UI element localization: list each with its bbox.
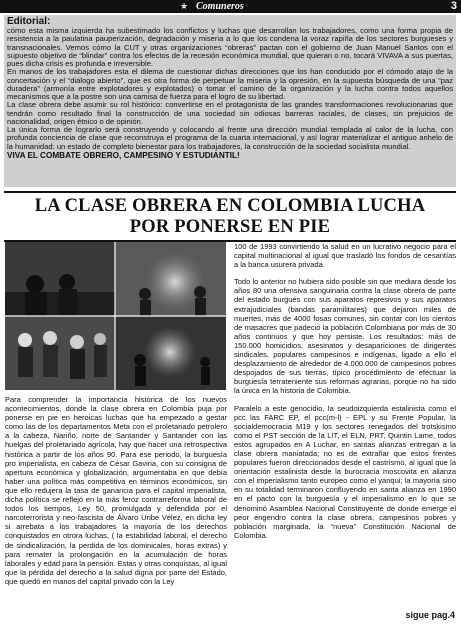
headline-line-1: LA CLASE OBRERA EN COLOMBIA LUCHA (34, 196, 426, 216)
star-icon: ★ (180, 1, 189, 11)
editorial-paragraph: cómo esta misma izquierda ha subestimado los conflictos y luchas que desarrollan los trabajadores, como una forma propia de resistencia a la paulatina pauperización, degradación y miseria a lo que los condena la voraz rapiña de los sectores burgueses y transnacionales. Vemos cómo la CUT y otras organizaciones “obreras” pactan con el gobierno de Juan Manuel Santos con el supuesto objetivo de “blindar” contra los efectos de la recesión económica mundial, que quieran o no, tocará VIVAVA a sus puertas, pues dicha crisis es profunda e irreversible. (7, 26, 453, 68)
article-paragraph: 100 de 1993 convirtiendo la salud en un lucrativo negocio para el capital multinacional al igual que trasladó los fondos de cesantías a la banca usurera privada. (234, 242, 456, 270)
editorial-paragraph: La única forma de lograrlo será construyendo y colocando al frente una dirección mundial templada al calor de la lucha, con profunda conciencia de clase que reconstruya el programa de la cuarta internacional, y así lograr materializar el antiguo anhelo de la humanidad: un estado de completo bienestar para los trabajadores, la construcción de la sociedad socialista mundial. (7, 125, 453, 151)
article-paragraph: Para comprender la importancia histórica de los nuevos acontecimientos, donde la clase obrera en Colombia puja por ponerse en pie en heroicas luchas que ha empezado a gestar como las de los departamentos Meta con el proletariado petrolero a la cabeza, Nariño, norte de Santander y Santander con las huelgas del proletariado agrícola, hay que hacer una retrospectiva histórica a partir de los años 90. Para ese periodo, la burguesía pro imperialista, en cabeza de César Gaviria, con su consigna de apertura económica y globalización, argumentaba en que debía haber una política más competitiva en términos económicos, sin que ello redujera la tasa de ganancia para el capital imperialista, dicha política se reflejó en la más feroz contrarreforma laboral de todos los tiempos, Ley 50, promulgada y defendida por el narcoterrorista y neo-fascista de Álvaro Uribe Vélez, en dicha ley si arrebata a los trabajadores la mayoría de los derechos conquistados en otrora luchas, ( la estabilidad laboral, el derecho de sindicalización, la perdida de los dominicales, horas extras) y para remater la prolongación en la acumulación de horas laborales y edad para la pensión. Estas y otras conquistas, al igual que la pérdida del derecho a la salud digna por parte del Estado, que quedó en manos del capital privado con la Ley (5, 395, 227, 586)
publication-brand: Comuneros (196, 1, 244, 12)
editorial-paragraph: En manos de los trabajadores esta el dilema de cuestionar dichas direcciones que los han conducido por el cómodo atajo de la concertación y el “diálogo abierto”, que es otra forma de perpetuar la miseria y la opresión, en la supuesta búsqueda de una “paz duradera” (armonía entre explotadores y explotados) o tomar el camino de la organización y la lucha contra todos aquellos mecanismos que a la postre son una camisa de fuerza para el logro de su libertad. (7, 67, 453, 101)
article-paragraph: Paralelo a este genocidio, la seudoizquierda estalinista como el pcc las FARC EP, el pcc(m-l) - EPL y su Frente Popular, la socialdemocracia M19 y los sectores renegados del trotskismo como el PST sección de la LIT, el ELN, PRT, Quintin Lame, todos estos agrupados en A Luchar, en santas alianzas entregan a la clase obrera maniatada; no es de extrañar que estos frentes populares fueron direccionados desde el castrismo, al igual que la orientación estalinista desde la burocracia moscovita en alianza con el imperialismo tanto europeo como el yanqui; la mayoría sino en su totalidad terminaron confluyendo en santa alianza en 1990 en el pacto con la burguesía y el imperialismo en lo que se denominó Asamblea Nacional Constituyente de donde emerge el peor engendro contra la clase obrera, campesinos pobres y población marginada, la “nueva” Constitución Nacional de Colombia. (234, 403, 456, 540)
page-number: 3 (450, 0, 457, 12)
article-paragraph: Todo lo anterior no hubiera sido posible sin que mediara desde los años 80 una ofensiva sanguinaria contra la clase obrera de parte del estado burgués con sus aparatos represivos y sus aparatos extrajudiciales (bandas paramilitares) que dejaron miles de muertes, más de 4000 fosas comunes, sin contar con los cientos de masacres que padeció la población Colombiana por más de 30 años continuos y que hoy persiste. Los resultados: más de 150.000 homicidios, asesinatos y desapariciones de dirigentes sindicales, populares campesinos e indígenas, ligado a ello el desplazamiento de alrededor de 4.000.000 de campesinos pobres despojados de sus tierras, típico procedimiento de efectuar la burguesía terrateniente sus reformas agrarias, porque no ha sido la única en la historia de Colombia. (234, 277, 456, 396)
protest-photo (5, 242, 226, 390)
headline-line-2: POR PONERSE EN PIE (129, 217, 331, 237)
article-headline-band (4, 191, 456, 242)
article-left-column (5, 395, 227, 586)
editorial-title: Editorial: (7, 16, 51, 27)
continued-on-page-link[interactable]: sigue pag.4 (405, 610, 455, 620)
article-right-column (234, 242, 456, 540)
page-header-bar (0, 0, 461, 13)
editorial-slogan: VIVA EL COMBATE OBRERO, CAMPESINO Y ESTUDIANTIL! (7, 150, 240, 160)
protest-photo-illustration (5, 242, 226, 390)
editorial-paragraph: La clase obrera debe asumir su rol histórico: convertirse en el protagonista de las grandes transformaciones revolucionarias que tendrán como resultado final la construcción de una sociedad sin odiosas barreras raciales, de clases, sin prejuicios de nacionalidad, origen étnico o de opinión. (7, 100, 453, 126)
editorial-box (4, 15, 456, 187)
article-headline (4, 196, 456, 238)
